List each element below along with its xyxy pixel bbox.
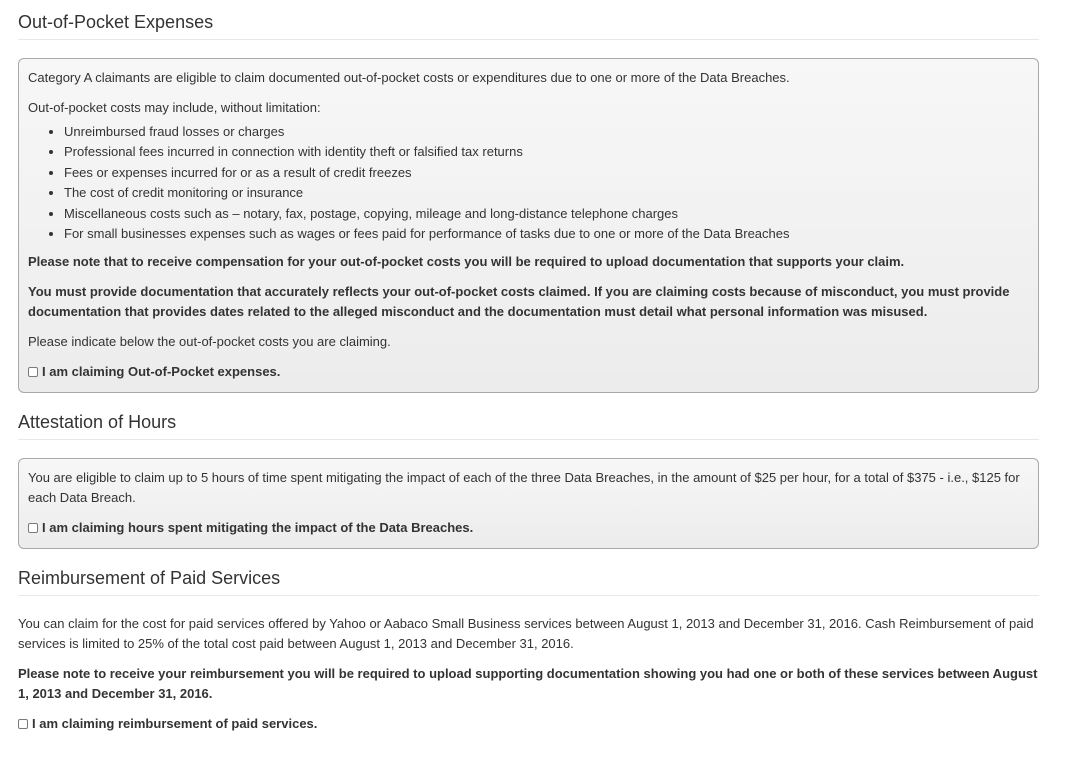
out-of-pocket-intro: Category A claimants are eligible to claim documented out-of-pocket costs or expenditures due to one or more of the Data Breaches.: [28, 70, 790, 85]
out-of-pocket-panel: [18, 58, 1039, 393]
indicate-text: Please indicate below the out-of-pocket costs you are claiming.: [28, 334, 391, 350]
attestation-checkbox-row[interactable]: [28, 518, 1029, 538]
attestation-panel: [18, 458, 1039, 549]
documentation-note: You must provide documentation that accurately reflects your out-of-pocket costs claimed. If you are claiming costs because of misconduct, you must provide documentation that provides dates related to the alleged misconduct and the documentation must detail what personal information was misused.: [28, 284, 1010, 320]
list-item: • For small businesses expenses such as wages or fees paid for performance of tasks due to one or more of the Data Breaches: [64, 224, 1029, 244]
list-item: • Professional fees incurred in connection with identity theft or falsified tax returns: [64, 142, 1029, 162]
reimbursement-note: Please note to receive your reimbursement you will be required to upload supporting documentation showing you had one or both of these services between August 1, 2013 and December 31, 2016.: [18, 666, 1038, 702]
reimbursement-checkbox-row[interactable]: [18, 714, 1039, 734]
list-item: • The cost of credit monitoring or insurance: [64, 183, 1029, 203]
attestation-checkbox-label[interactable]: I am claiming hours spent mitigating the impact of the Data Breaches.: [42, 520, 474, 536]
out-of-pocket-checkbox-row[interactable]: [28, 362, 1029, 382]
out-of-pocket-list: [28, 122, 1029, 244]
out-of-pocket-checkbox[interactable]: [28, 367, 38, 377]
claim-form: [18, 0, 1039, 734]
reimbursement-section: [18, 614, 1039, 734]
attestation-text: You are eligible to claim up to 5 hours of time spent mitigating the impact of each of the three Data Breaches, in the amount of $25 per hour, for a total of $375 - i.e., $125 for each Data Breach.: [28, 470, 1020, 506]
reimbursement-title: Reimbursement of Paid Services: [18, 568, 1039, 596]
upload-note: Please note that to receive compensation for your out-of-pocket costs you will be required to upload documentation that supports your claim.: [28, 254, 905, 270]
reimbursement-checkbox-label[interactable]: I am claiming reimbursement of paid services.: [32, 716, 318, 732]
reimbursement-text: You can claim for the cost for paid services offered by Yahoo or Aabaco Small Business services between August 1, 2013 and December 31, 2016. Cash Reimbursement of paid services is limited to 25% of the total cost paid between August 1, 2013 and December 31, 2016.: [18, 616, 1034, 652]
list-item: • Fees or expenses incurred for or as a result of credit freezes: [64, 163, 1029, 183]
attestation-title: Attestation of Hours: [18, 412, 1039, 440]
out-of-pocket-title: Out-of-Pocket Expenses: [18, 12, 1039, 40]
out-of-pocket-checkbox-label[interactable]: I am claiming Out-of-Pocket expenses.: [42, 364, 281, 380]
out-of-pocket-may-include: Out-of-pocket costs may include, without limitation:: [28, 100, 321, 115]
attestation-checkbox[interactable]: [28, 523, 38, 533]
reimbursement-checkbox[interactable]: [18, 719, 28, 729]
list-item: • Miscellaneous costs such as – notary, fax, postage, copying, mileage and long-distance telephone charges: [64, 204, 1029, 224]
list-item: • Unreimbursed fraud losses or charges: [64, 122, 1029, 142]
